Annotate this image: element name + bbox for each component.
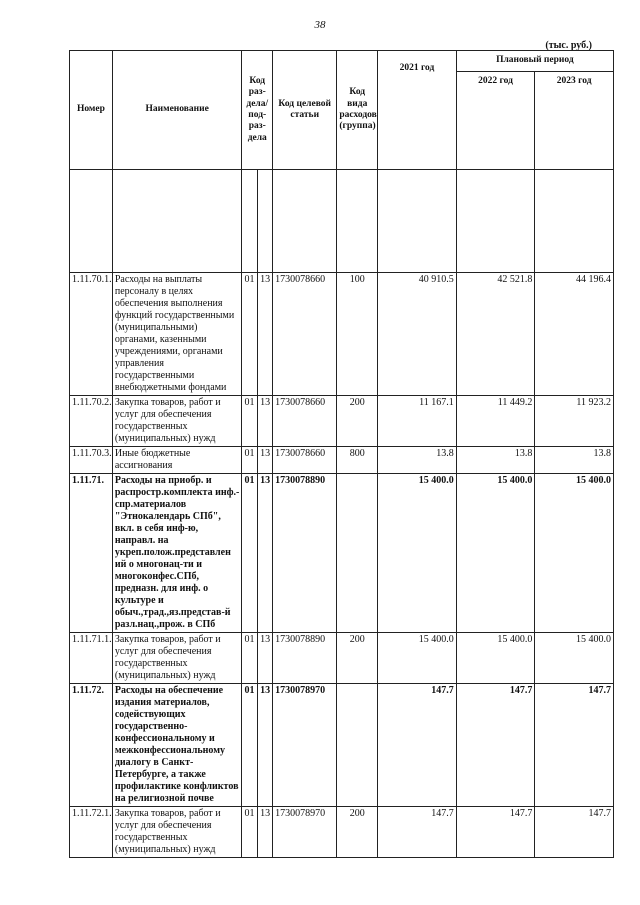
row-value-2022: 147.7: [456, 807, 535, 858]
table-row: [70, 633, 614, 684]
row-value-2023: 15 400.0: [535, 633, 614, 684]
header-number: Номер: [70, 51, 113, 170]
row-value-2022: 42 521.8: [456, 273, 535, 396]
header-year-2023: 2023 год: [535, 72, 614, 170]
row-target-code: 1730078890: [273, 633, 337, 684]
table-row: [70, 684, 614, 807]
row-section: 01: [242, 633, 257, 684]
row-section: 01: [242, 684, 257, 807]
row-name: Закупка товаров, работ и услуг для обеспечения государственных (муниципальных) нужд: [112, 807, 242, 858]
table-row: [70, 807, 614, 858]
table-row: [70, 396, 614, 447]
row-number: 1.11.71.1.: [70, 633, 113, 684]
row-expense-type: 800: [337, 447, 378, 474]
row-name: Иные бюджетные ассигнования: [112, 447, 242, 474]
row-number: 1.11.70.3.: [70, 447, 113, 474]
row-section: 01: [242, 807, 257, 858]
row-name: Расходы на обеспечение издания материалов, содействующих государственно-конфессиональному и межконфессиональному диалогу в Санкт-Петербурге, а также профилактике конфликтов на религиозной почве: [112, 684, 242, 807]
header-expense-type: Код вида расходов (группа): [337, 51, 378, 170]
row-value-2023: 44 196.4: [535, 273, 614, 396]
row-name: Расходы на выплаты персоналу в целях обеспечения выполнения функций государственными (муниципальными) органами, казенными учреждениями, органами управления государственными внебюджетными фондами: [112, 273, 242, 396]
row-target-code: 1730078970: [273, 684, 337, 807]
row-subsection: 13: [257, 273, 272, 396]
row-value-2022: 11 449.2: [456, 396, 535, 447]
row-value-2021: 13.8: [378, 447, 457, 474]
row-subsection: 13: [257, 447, 272, 474]
header-spacer-row: [70, 170, 614, 273]
header-year-2022: 2022 год: [456, 72, 535, 170]
row-value-2023: 15 400.0: [535, 474, 614, 633]
row-value-2021: 15 400.0: [378, 633, 457, 684]
row-section: 01: [242, 447, 257, 474]
row-expense-type: [337, 684, 378, 807]
row-expense-type: 200: [337, 396, 378, 447]
row-subsection: 13: [257, 474, 272, 633]
row-value-2022: 147.7: [456, 684, 535, 807]
row-value-2023: 13.8: [535, 447, 614, 474]
row-section: 01: [242, 396, 257, 447]
row-value-2021: 15 400.0: [378, 474, 457, 633]
row-section: 01: [242, 474, 257, 633]
row-name: Расходы на приобр. и распростр.комплекта инф.-спр.материалов "Этнокалендарь СПб", вкл. в себя инф-ю, направл. на укреп.полож.представлен ий о многонац-ти и многоконфес.СПб, предназн. для инф. о культуре и обыч.,трад.,яз.представ-й разл.нац.,прож. в СПб: [112, 474, 242, 633]
row-value-2022: 15 400.0: [456, 633, 535, 684]
row-target-code: 1730078660: [273, 396, 337, 447]
row-value-2021: 147.7: [378, 684, 457, 807]
row-value-2023: 147.7: [535, 684, 614, 807]
row-number: 1.11.71.: [70, 474, 113, 633]
units-label: (тыс. руб.): [545, 40, 592, 51]
row-number: 1.11.70.2.: [70, 396, 113, 447]
table-row: [70, 447, 614, 474]
row-expense-type: 200: [337, 633, 378, 684]
row-expense-type: [337, 474, 378, 633]
row-value-2021: 147.7: [378, 807, 457, 858]
row-number: 1.11.72.: [70, 684, 113, 807]
row-value-2021: 40 910.5: [378, 273, 457, 396]
row-target-code: 1730078890: [273, 474, 337, 633]
row-value-2022: 15 400.0: [456, 474, 535, 633]
header-target: Код целевой статьи: [273, 51, 337, 170]
page-number: 38: [314, 19, 326, 31]
row-name: Закупка товаров, работ и услуг для обеспечения государственных (муниципальных) нужд: [112, 396, 242, 447]
row-name: Закупка товаров, работ и услуг для обеспечения государственных (муниципальных) нужд: [112, 633, 242, 684]
header-planned-period: Плановый период: [456, 51, 613, 72]
table-row: [70, 273, 614, 396]
row-subsection: 13: [257, 807, 272, 858]
row-value-2023: 147.7: [535, 807, 614, 858]
header-name: Наименование: [112, 51, 242, 170]
row-value-2022: 13.8: [456, 447, 535, 474]
row-expense-type: 200: [337, 807, 378, 858]
row-number: 1.11.72.1.: [70, 807, 113, 858]
header-section: Код раз- дела/ под- раз- дела: [242, 51, 273, 170]
budget-table: [69, 50, 614, 858]
row-target-code: 1730078660: [273, 273, 337, 396]
header-year-2021: 2021 год: [378, 51, 457, 170]
row-target-code: 1730078660: [273, 447, 337, 474]
row-number: 1.11.70.1.: [70, 273, 113, 396]
table-row: [70, 474, 614, 633]
row-value-2023: 11 923.2: [535, 396, 614, 447]
row-value-2021: 11 167.1: [378, 396, 457, 447]
row-target-code: 1730078970: [273, 807, 337, 858]
row-subsection: 13: [257, 684, 272, 807]
row-section: 01: [242, 273, 257, 396]
row-subsection: 13: [257, 633, 272, 684]
row-expense-type: 100: [337, 273, 378, 396]
row-subsection: 13: [257, 396, 272, 447]
